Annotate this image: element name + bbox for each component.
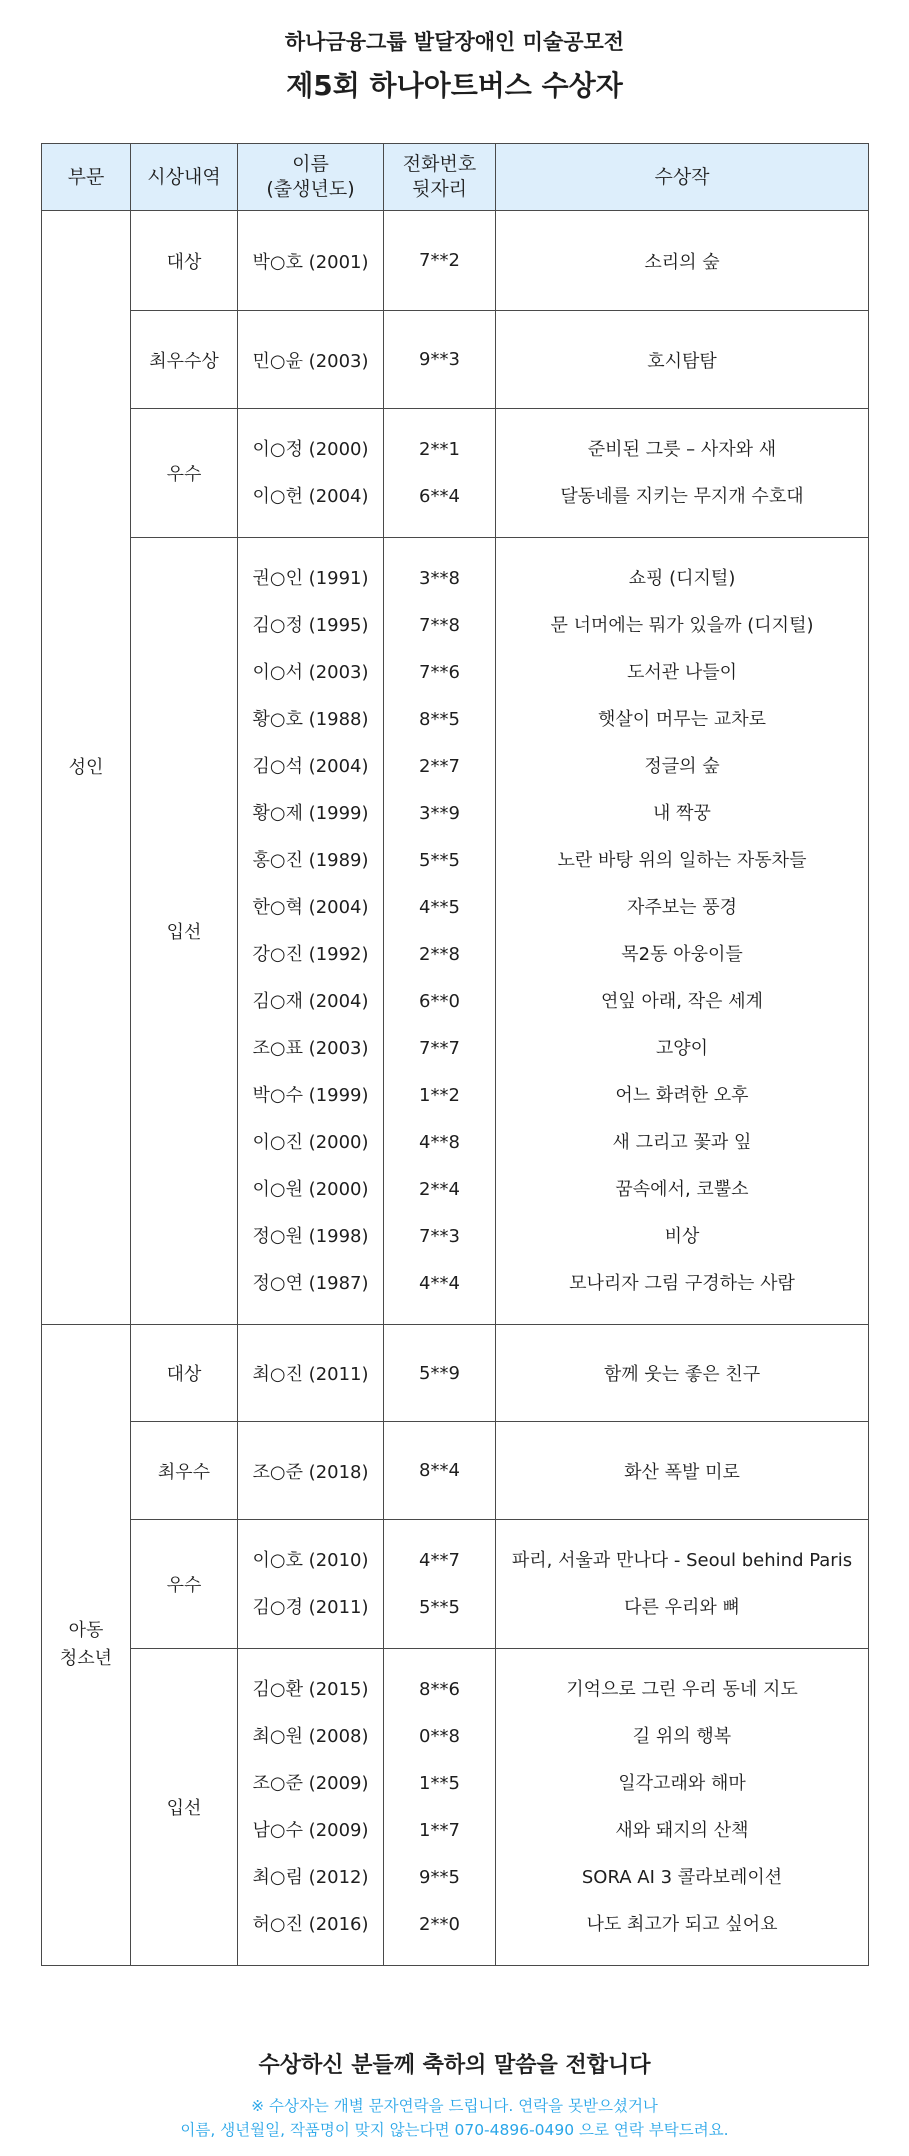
phone-suffix: 2**7 bbox=[419, 756, 460, 777]
artwork-title-cell bbox=[496, 1520, 869, 1649]
phone-suffix: 7**8 bbox=[419, 615, 460, 636]
phone-suffix: 2**1 bbox=[419, 439, 460, 460]
winner-name-cell bbox=[238, 1520, 384, 1649]
table-row bbox=[42, 1325, 869, 1422]
award-cell bbox=[131, 1649, 238, 1966]
winners-table bbox=[41, 143, 869, 1966]
winner-name: 이○정 (2000) bbox=[252, 439, 369, 460]
phone-suffix-cell bbox=[384, 1325, 496, 1422]
winner-name: 이○진 (2000) bbox=[252, 1132, 369, 1153]
award-label: 우수 bbox=[166, 1575, 202, 1596]
artwork-title: 모나리자 그림 구경하는 사람 bbox=[569, 1273, 795, 1294]
winner-name: 김○정 (1995) bbox=[252, 615, 369, 636]
winner-name: 조○표 (2003) bbox=[252, 1038, 369, 1059]
phone-suffix: 6**4 bbox=[419, 486, 460, 507]
table-row bbox=[42, 1649, 869, 1966]
winner-name-cell bbox=[238, 538, 384, 1325]
phone-suffix: 7**2 bbox=[419, 250, 460, 271]
winner-name: 황○제 (1999) bbox=[252, 803, 369, 824]
artwork-title: 다른 우리와 뼈 bbox=[624, 1597, 740, 1618]
category-label: 아동 bbox=[68, 1620, 104, 1641]
award-label: 최우수 bbox=[157, 1461, 211, 1483]
artwork-title: 어느 화려한 오후 bbox=[615, 1085, 749, 1106]
winner-name: 최○림 (2012) bbox=[252, 1867, 369, 1888]
table-row bbox=[42, 311, 869, 409]
phone-suffix-cell bbox=[384, 409, 496, 538]
artwork-title-cell bbox=[496, 1649, 869, 1966]
artwork-title: 파리, 서울과 만나다 - Seoul behind Paris bbox=[511, 1550, 853, 1571]
contest-subtitle: 하나금융그룹 발달장애인 미술공모전 bbox=[284, 30, 625, 54]
artwork-title: 쇼핑 (디지털) bbox=[628, 568, 736, 589]
category-label: 청소년 bbox=[59, 1648, 113, 1669]
artwork-title: 목2동 아웅이들 bbox=[621, 944, 743, 965]
award-label: 우수 bbox=[166, 464, 202, 485]
artwork-title-cell bbox=[496, 1325, 869, 1422]
winner-name: 한○혁 (2004) bbox=[252, 897, 369, 918]
winner-name: 박○호 (2001) bbox=[252, 251, 369, 273]
winner-name: 민○윤 (2003) bbox=[252, 350, 369, 372]
phone-suffix: 1**7 bbox=[419, 1820, 460, 1841]
winner-name: 김○환 (2015) bbox=[252, 1679, 369, 1700]
winner-name: 김○석 (2004) bbox=[252, 756, 369, 777]
winner-name: 조○준 (2009) bbox=[252, 1773, 369, 1794]
column-header-category bbox=[42, 144, 131, 211]
winner-name: 조○준 (2018) bbox=[252, 1461, 369, 1483]
contact-note-line2: 이름, 생년월일, 작품명이 맞지 않는다면 070-4896-0490 으로 연락 부탁드려요. bbox=[180, 2121, 729, 2139]
category-cell bbox=[42, 1325, 131, 1966]
phone-suffix: 4**4 bbox=[419, 1273, 460, 1294]
phone-suffix: 5**9 bbox=[419, 1362, 460, 1384]
phone-suffix: 2**8 bbox=[419, 944, 460, 965]
award-cell bbox=[131, 538, 238, 1325]
column-header-name bbox=[238, 144, 384, 211]
phone-suffix: 4**7 bbox=[419, 1550, 460, 1571]
phone-suffix: 2**0 bbox=[419, 1914, 460, 1935]
artwork-title: 고양이 bbox=[655, 1038, 709, 1059]
phone-suffix-cell bbox=[384, 538, 496, 1325]
table-header-row bbox=[42, 144, 869, 211]
winner-name: 이○헌 (2004) bbox=[252, 486, 369, 507]
winner-name: 남○수 (2009) bbox=[252, 1820, 369, 1841]
artwork-title: 새와 돼지의 산책 bbox=[615, 1820, 749, 1841]
column-header-line: 수상작 bbox=[654, 165, 710, 188]
award-cell bbox=[131, 1422, 238, 1520]
phone-suffix: 8**6 bbox=[419, 1679, 460, 1700]
phone-suffix: 5**5 bbox=[419, 850, 460, 871]
artwork-title: 햇살이 머무는 교차로 bbox=[598, 709, 766, 730]
artwork-title-cell bbox=[496, 538, 869, 1325]
winner-name-cell bbox=[238, 1649, 384, 1966]
artwork-title: 일각고래와 해마 bbox=[618, 1773, 746, 1794]
column-header-work bbox=[496, 144, 869, 211]
table-row bbox=[42, 1520, 869, 1649]
phone-suffix: 4**8 bbox=[419, 1132, 460, 1153]
winner-name: 이○호 (2010) bbox=[252, 1550, 369, 1571]
artwork-title-cell bbox=[496, 409, 869, 538]
phone-suffix: 7**6 bbox=[419, 662, 460, 683]
phone-suffix: 3**8 bbox=[419, 568, 460, 589]
artwork-title: 문 너머에는 뭐가 있을까 (디지털) bbox=[550, 615, 814, 636]
winner-name-cell bbox=[238, 409, 384, 538]
artwork-title: 새 그리고 꽃과 잎 bbox=[612, 1132, 752, 1153]
phone-suffix: 9**3 bbox=[419, 349, 460, 370]
artwork-title: 준비된 그릇 – 사자와 새 bbox=[587, 439, 777, 460]
phone-suffix-cell bbox=[384, 211, 496, 311]
column-header-award bbox=[131, 144, 238, 211]
artwork-title: 달동네를 지키는 무지개 수호대 bbox=[560, 486, 804, 507]
contact-note-line1: ※ 수상자는 개별 문자연락을 드립니다. 연락을 못받으셨거나 bbox=[251, 2097, 658, 2115]
artwork-title-cell bbox=[496, 311, 869, 409]
phone-suffix-cell bbox=[384, 311, 496, 409]
phone-suffix: 7**3 bbox=[419, 1226, 460, 1247]
winner-name: 황○호 (1988) bbox=[252, 709, 369, 730]
artwork-title: 길 위의 행복 bbox=[632, 1726, 732, 1747]
column-header-line: 이름 bbox=[292, 153, 329, 175]
award-cell bbox=[131, 211, 238, 311]
artwork-title-cell bbox=[496, 211, 869, 311]
award-cell bbox=[131, 1325, 238, 1422]
column-header-line: 시상내역 bbox=[147, 165, 221, 188]
artwork-title: 호시탐탐 bbox=[647, 350, 717, 372]
congratulations-message: 수상하신 분들께 축하의 말씀을 전합니다 bbox=[258, 2053, 651, 2078]
winner-name: 홍○진 (1989) bbox=[252, 850, 369, 871]
artwork-title: 정글의 숲 bbox=[644, 756, 720, 777]
phone-suffix-cell bbox=[384, 1649, 496, 1966]
table-row bbox=[42, 409, 869, 538]
winner-name: 박○수 (1999) bbox=[252, 1085, 369, 1106]
phone-suffix: 9**5 bbox=[419, 1867, 460, 1888]
winner-name: 정○원 (1998) bbox=[252, 1226, 369, 1247]
phone-suffix: 2**4 bbox=[419, 1179, 460, 1200]
winner-name-cell bbox=[238, 1422, 384, 1520]
category-label: 성인 bbox=[68, 756, 104, 778]
winner-name: 최○원 (2008) bbox=[252, 1726, 369, 1747]
artwork-title-cell bbox=[496, 1422, 869, 1520]
award-label: 대상 bbox=[166, 1364, 202, 1385]
page-title: 제5회 하나아트버스 수상자 bbox=[286, 69, 623, 102]
award-cell bbox=[131, 409, 238, 538]
award-cell bbox=[131, 311, 238, 409]
category-cell bbox=[42, 211, 131, 1325]
phone-suffix-cell bbox=[384, 1520, 496, 1649]
column-header-line: (출생년도) bbox=[266, 178, 355, 200]
phone-suffix-cell bbox=[384, 1422, 496, 1520]
artwork-title: 함께 웃는 좋은 친구 bbox=[603, 1364, 761, 1385]
artwork-title: 연잎 아래, 작은 세계 bbox=[601, 991, 763, 1012]
table-row bbox=[42, 538, 869, 1325]
winner-name-cell bbox=[238, 1325, 384, 1422]
table-row bbox=[42, 1422, 869, 1520]
artwork-title: 화산 폭발 미로 bbox=[624, 1461, 740, 1483]
artwork-title: 꿈속에서, 코뿔소 bbox=[615, 1179, 749, 1200]
winner-name: 이○원 (2000) bbox=[252, 1179, 369, 1200]
table-body bbox=[42, 211, 869, 1966]
award-cell bbox=[131, 1520, 238, 1649]
phone-suffix: 4**5 bbox=[419, 897, 460, 918]
phone-suffix: 1**5 bbox=[419, 1773, 460, 1794]
winner-name: 권○인 (1991) bbox=[252, 568, 369, 589]
artwork-title: 소리의 숲 bbox=[644, 251, 720, 273]
phone-suffix: 0**8 bbox=[419, 1726, 460, 1747]
table-row bbox=[42, 211, 869, 311]
artwork-title: 자주보는 풍경 bbox=[626, 897, 738, 918]
winner-name: 허○진 (2016) bbox=[252, 1914, 369, 1935]
phone-suffix: 8**5 bbox=[419, 709, 460, 730]
award-label: 입선 bbox=[166, 922, 202, 943]
award-label: 입선 bbox=[166, 1798, 202, 1819]
winner-name-cell bbox=[238, 211, 384, 311]
winner-name: 최○진 (2011) bbox=[252, 1364, 369, 1385]
award-label: 대상 bbox=[166, 251, 202, 273]
phone-suffix: 3**9 bbox=[419, 803, 460, 824]
winner-name: 김○경 (2011) bbox=[252, 1597, 369, 1618]
phone-suffix: 7**7 bbox=[419, 1038, 460, 1059]
column-header-line: 뒷자리 bbox=[411, 178, 468, 200]
winner-name-cell bbox=[238, 311, 384, 409]
phone-suffix: 1**2 bbox=[419, 1085, 460, 1106]
phone-suffix: 8**4 bbox=[419, 1460, 460, 1481]
winner-name: 김○재 (2004) bbox=[252, 991, 369, 1012]
phone-suffix: 5**5 bbox=[419, 1597, 460, 1618]
artwork-title: 내 짝꿍 bbox=[653, 803, 711, 824]
column-header-line: 부문 bbox=[67, 165, 105, 188]
artwork-title: 비상 bbox=[664, 1226, 700, 1247]
award-label: 최우수상 bbox=[149, 350, 219, 372]
artwork-title: 노란 바탕 위의 일하는 자동차들 bbox=[557, 850, 807, 871]
artwork-title: 도서관 나들이 bbox=[626, 662, 738, 683]
column-header-line: 전화번호 bbox=[402, 153, 477, 175]
winner-name: 정○연 (1987) bbox=[252, 1273, 369, 1294]
artwork-title: 기억으로 그린 우리 동네 지도 bbox=[566, 1679, 798, 1700]
artwork-title: 나도 최고가 되고 싶어요 bbox=[586, 1914, 778, 1935]
phone-suffix: 6**0 bbox=[419, 991, 460, 1012]
winner-name: 이○서 (2003) bbox=[252, 662, 369, 683]
artwork-title: SORA AI 3 콜라보레이션 bbox=[581, 1867, 783, 1888]
column-header-phone bbox=[384, 144, 496, 211]
winner-name: 강○진 (1992) bbox=[252, 944, 369, 965]
